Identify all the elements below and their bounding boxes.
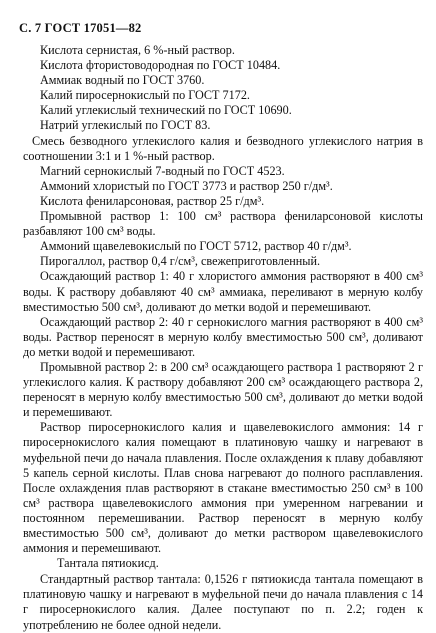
paragraph: Аммоний хлористый по ГОСТ 3773 и раствор 250 г/дм³. <box>40 178 333 193</box>
paragraph: Кислота фениларсоновая, раствор 25 г/дм³. <box>40 193 265 208</box>
paragraph: Аммоний щавелевокислый по ГОСТ 5712, раствор 40 г/дм³. <box>40 239 352 254</box>
paragraph: Промывной раствор 1: 100 см³ раствора фениларсоновой кислоты разбавляют 100 см³ воды. <box>23 209 423 239</box>
paragraph: Осаждающий раствор 1: 40 г хлористого аммония растворяют в 400 см³ воды. К раствору добавляют 40 см³ аммиака, переливают в мерную колбу вместимостью 500 см³, доливают до метки водой и перемешивают. <box>23 269 423 314</box>
document-body <box>23 43 423 633</box>
paragraph: Осаждающий раствор 2: 40 г сернокислого магния растворяют в 400 см³ воды. Раствор переносят в мерную колбу вместимостью 500 см³, доливают до метки водой и перемешивают. <box>23 314 423 359</box>
paragraph: Магний сернокислый 7-водный по ГОСТ 4523. <box>40 163 285 178</box>
paragraph: Калий углекислый технический по ГОСТ 10690. <box>40 103 292 118</box>
paragraph: Натрий углекислый по ГОСТ 83. <box>40 118 211 133</box>
paragraph: Промывной раствор 2: в 200 см³ осаждающего раствора 1 растворяют 2 г углекислого калия. К раствору добавляют 200 см³ осаждающего раствора 2, переносят в мерную колбу вместимостью 500 см³, доливают до метки водой и перемешивают. <box>23 359 423 420</box>
paragraph: Аммиак водный по ГОСТ 3760. <box>40 73 205 88</box>
paragraph: Стандартный раствор тантала: 0,1526 г пятиокисда тантала помещают в платиновую чашку и нагревают в муфельной печи до начала плавления с 14 г пиросернокислого калия. Далее поступают по п. 2.2; годен к употреблению не более одной недели. <box>23 572 423 632</box>
paragraph: Смесь безводного углекислого калия и безводного углекислого натрия в соотношении 3:1 и 1 %-ный раствор. <box>23 133 423 163</box>
page-header: С. 7 ГОСТ 17051—82 <box>19 21 142 35</box>
paragraph: Тантала пятиокисд. <box>57 556 159 571</box>
paragraph: Раствор пиросернокислого калия и щавелевокислого аммония: 14 г пиросернокислого калия помещают в платиновую чашку и нагревают в муфельной печи до начала плавления. После охлаждения к плаву добавляют 5 капель серной кислоты. Плав снова нагревают до полного расплавления. После охлаждения плав растворяют в стакане вместимостью 250 см³ в 100 см³ раствора щавелевокислого аммония при умеренном нагревании и постоянном перемешивании. Раствор переносят в мерную колбу вместимостью 500 см³, доливают до метки раствором щавелевокислого аммония и перемешивают. <box>23 420 423 556</box>
paragraph: Кислота фтористоводородная по ГОСТ 10484. <box>40 58 281 73</box>
paragraph: Пирогаллол, раствор 0,4 г/см³, свежеприготовленный. <box>40 254 321 269</box>
paragraph: Калий пиросернокислый по ГОСТ 7172. <box>40 88 250 103</box>
paragraph: Кислота сернистая, 6 %-ный раствор. <box>40 43 235 57</box>
